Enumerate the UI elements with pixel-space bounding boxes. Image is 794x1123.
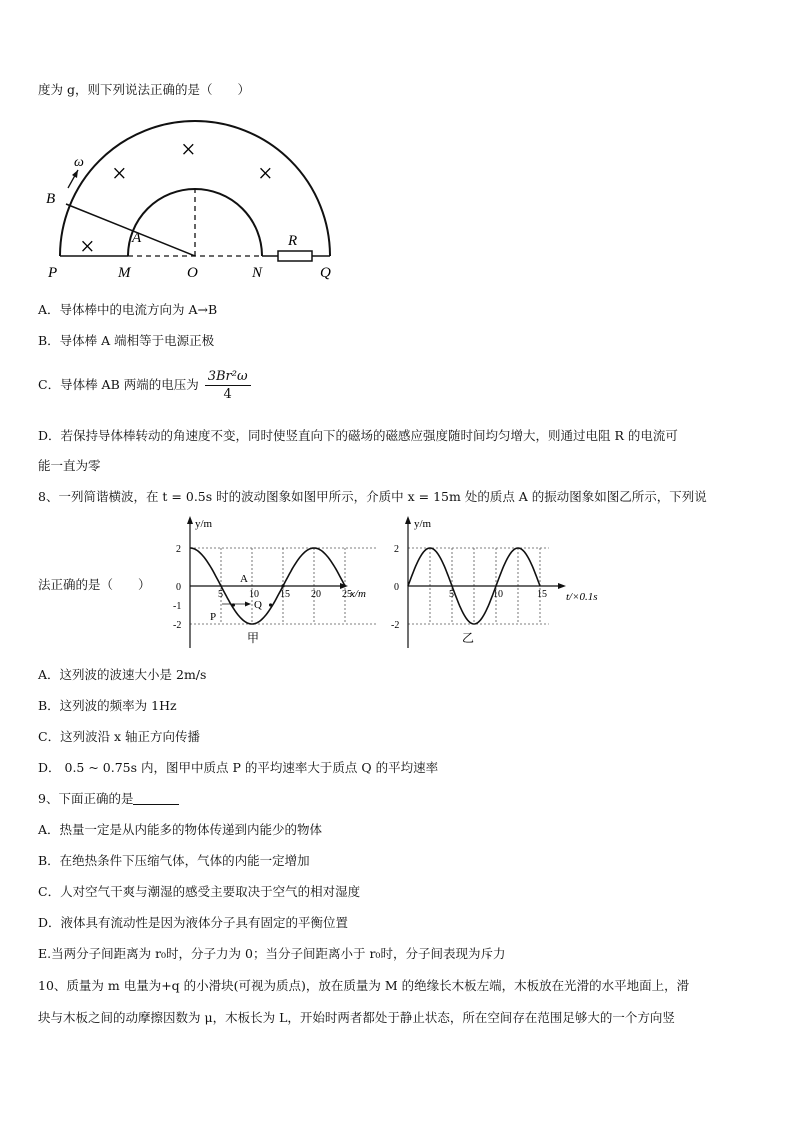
q7-option-c-prefix: C．导体棒 AB 两端的电压为 [38, 377, 199, 392]
y-tick-label: -2 [173, 620, 182, 631]
q8-option-d: D． 0.5 ~ 0.75s 内，图甲中质点 P 的平均速率大于质点 Q 的平均速率 [38, 760, 439, 775]
jia-point-q-label: Q [254, 599, 262, 611]
intro-line: 度为 g，则下列说法正确的是（ ） [38, 82, 250, 97]
point-A [281, 584, 284, 587]
q9-option-d: D．液体具有流动性是因为液体分子具有固定的平衡位置 [38, 915, 349, 930]
q9-option-a: A．热量一定是从内能多的物体传递到内能少的物体 [38, 822, 323, 837]
y-tick-label: -2 [391, 620, 400, 631]
field-cross: × [112, 159, 127, 188]
q9-stem-text: 9、下面正确的是 [38, 791, 134, 806]
q7-option-a: A．导体棒中的电流方向为 A→B [38, 302, 218, 317]
x-tick-label: 10 [249, 589, 259, 600]
jia-caption: 甲 [247, 631, 260, 645]
label-P: P [48, 265, 58, 281]
fraction-denominator: 4 [223, 387, 232, 402]
q7-option-d-line1: D．若保持导体棒转动的角速度不变，同时使竖直向下的磁场的磁感应强度随时间均匀增大，则通过电阻 R 的电流可 [38, 428, 678, 443]
q8-option-b: B．这列波的频率为 1Hz [38, 698, 177, 713]
yi-caption: 乙 [462, 631, 475, 645]
jia-y-axis-label: y/m [195, 518, 213, 530]
wave-graph-jia [162, 512, 377, 650]
q7-option-b: B．导体棒 A 端相等于电源正极 [38, 333, 215, 348]
x-tick-label: 20 [311, 589, 321, 600]
jia-x-axis-label: x/m [350, 588, 366, 600]
jia-point-a-label: A [240, 573, 248, 585]
x-tick-label: 5 [218, 589, 223, 600]
q8-option-c: C．这列波沿 x 轴正方向传播 [38, 729, 201, 744]
jia-point-p-label: P [210, 611, 217, 623]
label-R: R [288, 233, 298, 249]
q7-option-c [38, 368, 251, 403]
yi-y-axis-label: y/m [414, 518, 432, 530]
label-B: B [46, 191, 56, 207]
q9-option-e: E.当两分子间距离为 r₀时，分子力为 0；当分子间距离小于 r₀时，分子间表现为斥力 [38, 946, 506, 961]
label-omega: ω [74, 155, 84, 170]
label-A: A [132, 230, 142, 246]
label-M: M [118, 265, 131, 281]
voltage-fraction [205, 368, 251, 403]
point-Q [269, 603, 272, 606]
y-tick-label: 0 [394, 582, 399, 593]
field-cross: × [181, 135, 196, 164]
vibration-graph-yi [390, 512, 620, 650]
label-O: O [187, 265, 198, 281]
field-cross: × [80, 232, 95, 261]
x-tick-label: 15 [537, 589, 547, 600]
y-tick-label: -1 [173, 601, 182, 612]
fraction-numerator: 3Br²ω [205, 368, 251, 386]
y-tick-label: 0 [176, 582, 181, 593]
x-tick-label: 5 [449, 589, 454, 600]
answer-blank [133, 792, 179, 805]
q10-line1: 10、质量为 m 电量为+q 的小滑块(可视为质点)，放在质量为 M 的绝缘长木板左端，木板放在光滑的水平地面上，滑 [38, 978, 690, 993]
y-tick-label: 2 [176, 544, 181, 555]
q8-option-a: A．这列波的波速大小是 2m/s [38, 667, 207, 682]
q9-stem [38, 791, 179, 807]
yi-x-axis-label: t/×0.1s [566, 591, 598, 603]
q9-option-c: C．人对空气干爽与潮湿的感受主要取决于空气的相对湿度 [38, 884, 361, 899]
x-tick-label: 10 [493, 589, 503, 600]
label-N: N [252, 265, 263, 281]
label-Q: Q [320, 265, 331, 281]
q10-line2: 块与木板之间的动摩擦因数为 μ，木板长为 L，开始时两者都处于静止状态，所在空间存在范围足够大的一个方向竖 [38, 1010, 675, 1025]
q8-stem-line1: 8、一列简谐横波，在 t = 0.5s 时的波动图象如图甲所示，介质中 x = 15m 处的质点 A 的振动图象如图乙所示，下列说 [38, 489, 707, 504]
x-tick-label: 15 [280, 589, 290, 600]
x-tick-label: 25 [342, 589, 352, 600]
y-tick-label: 2 [394, 544, 399, 555]
q7-option-d-line2: 能一直为零 [38, 458, 101, 473]
q-arrowhead [245, 602, 251, 607]
q8-stem-line2: 法正确的是（ ） [38, 577, 151, 592]
rail-diagram [40, 100, 350, 285]
field-cross: × [258, 159, 273, 188]
q9-option-b: B．在绝热条件下压缩气体，气体的内能一定增加 [38, 853, 310, 868]
